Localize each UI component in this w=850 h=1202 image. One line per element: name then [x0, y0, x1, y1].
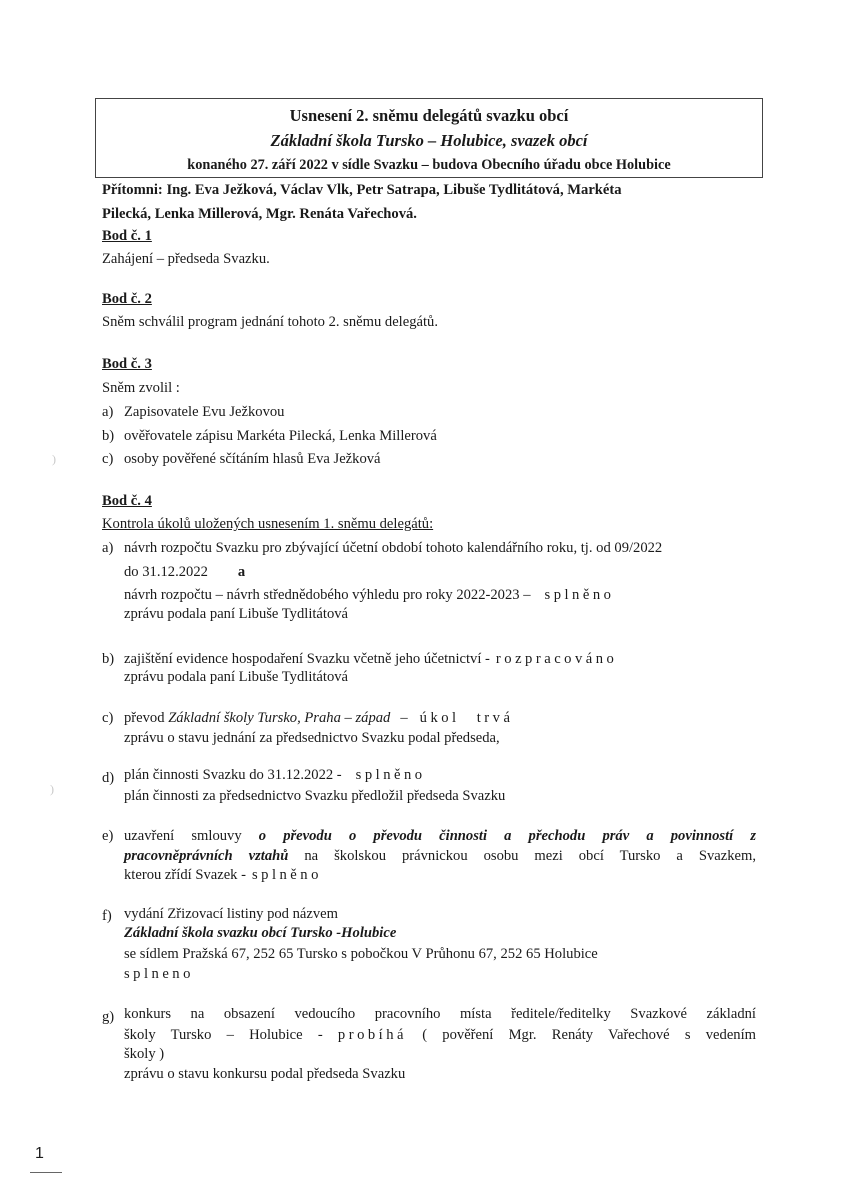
contract-subject: o převodu o převodu činnosti a přechodu práv a povinností z: [258, 828, 756, 844]
document-title: Usnesení 2. sněmu delegátů svazku obcí: [289, 106, 569, 125]
point-4-e-line-1: [124, 828, 756, 846]
item-text: Zapisovatele Evu Ježkovou: [124, 404, 285, 420]
point-4-d-label: d): [102, 770, 115, 786]
meeting-info: konaného 27. září 2022 v sídle Svazku – budova Obecního úřadu obce Holubice: [187, 157, 671, 173]
page-number-underline: [30, 1172, 62, 1173]
school-name: Základní školy Tursko, Praha – západ: [168, 710, 391, 726]
conjunction: a: [237, 564, 246, 580]
point-4-a-line-2: [124, 564, 245, 582]
status-text: splněno: [355, 767, 426, 783]
point-4-a-line-1: návrh rozpočtu Svazku pro zbývající účetní období tohoto kalendářního roku, tj. od 09/2022: [124, 540, 663, 556]
date-text: do 31.12.2022: [124, 564, 208, 580]
point-4-b-line-1: [124, 651, 617, 669]
point-4-f-line-2: Základní škola svazku obcí Tursko -Holubice: [124, 925, 397, 941]
point-4-g-label: g): [102, 1009, 115, 1025]
point-4-f-line-3: se sídlem Pražská 67, 252 65 Tursko s pobočkou V Průhonu 67, 252 65 Holubice: [124, 946, 598, 962]
document-subtitle: Základní škola Tursko – Holubice, svazek obcí: [270, 131, 588, 150]
point-4-a-line-4: zprávu podala paní Libuše Tydlitátová: [124, 606, 349, 622]
point-4-g-line-4: zprávu o stavu konkursu podal předseda Svazku: [124, 1066, 406, 1082]
point-4-e-line-3: [124, 867, 322, 885]
attendance-line-1: Přítomni: Ing. Eva Ježková, Václav Vlk, Petr Satrapa, Libuše Tydlitátová, Markéta: [102, 182, 622, 198]
point-4-f-line-1: vydání Zřizovací listiny pod názvem: [124, 906, 338, 922]
point-4-b-line-2: zprávu podala paní Libuše Tydlitátová: [124, 669, 349, 685]
point-3-item-a: [102, 404, 284, 422]
point-4-f-status: splneno: [124, 966, 194, 982]
status-text: splněno: [544, 587, 615, 603]
line-text: převod: [124, 710, 165, 726]
point-4-e-label: e): [102, 828, 114, 844]
item-label: b): [102, 428, 115, 444]
point-4-g-line-1: konkurs na obsazení vedoucího pracovního místa ředitele/ředitelky Svazkové základní: [124, 1006, 756, 1022]
point-1-heading: Bod č. 1: [102, 228, 152, 244]
attendance-line-2: Pilecká, Lenka Millerová, Mgr. Renáta Vařechová.: [102, 206, 417, 222]
point-3-heading: Bod č. 3: [102, 356, 152, 372]
status-text: úkol trvá: [419, 710, 514, 726]
status-text: probíhá: [337, 1027, 408, 1043]
point-4-f-label: f): [102, 908, 112, 924]
point-3-intro: Sněm zvolil :: [102, 380, 180, 396]
point-4-heading: Bod č. 4: [102, 493, 152, 509]
line-text: uzavření smlouvy: [124, 828, 242, 844]
point-2-text: Sněm schválil program jednání tohoto 2. sněmu delegátů.: [102, 314, 438, 330]
point-4-e-line-2: [124, 848, 756, 866]
point-2-heading: Bod č. 2: [102, 291, 152, 307]
item-text: osoby pověřené sčítáním hlasů Eva Ježková: [124, 451, 381, 467]
dash: –: [400, 710, 408, 726]
point-4-d-line-1: [124, 767, 426, 785]
point-4-g-line-2: [124, 1027, 756, 1045]
scan-mark: ): [52, 452, 56, 466]
line-text: ( pověření Mgr. Renáty Vařechové s vedením: [422, 1027, 756, 1043]
line-text: na školskou právnickou osobu mezi obcí Tursko a Svazkem,: [304, 848, 756, 864]
point-1-text: Zahájení – předseda Svazku.: [102, 251, 270, 267]
page-number: 1: [35, 1145, 44, 1162]
scan-mark: ): [50, 782, 54, 796]
point-4-subheading: Kontrola úkolů uložených usnesením 1. sněmu delegátů:: [102, 516, 434, 532]
contract-subject-cont: pracovněprávních vztahů: [124, 848, 289, 864]
status-text: rozpracováno: [495, 651, 618, 667]
status-text: splněno: [251, 867, 322, 883]
point-4-g-line-3: školy ): [124, 1046, 165, 1062]
point-4-b-label: b): [102, 651, 115, 667]
point-4-a-label: a): [102, 540, 114, 556]
line-text: plán činnosti Svazku do 31.12.2022 -: [124, 767, 342, 783]
item-text: ověřovatele zápisu Markéta Pilecká, Lenka Millerová: [124, 428, 437, 444]
line-text: návrh rozpočtu – návrh střednědobého výhledu pro roky 2022-2023 –: [124, 587, 531, 603]
point-3-item-c: [102, 451, 381, 469]
point-4-a-line-3: [124, 587, 614, 605]
line-text: školy Tursko – Holubice -: [124, 1027, 323, 1043]
point-4-c-line-2: zprávu o stavu jednání za předsednictvo Svazku podal předseda,: [124, 730, 500, 746]
line-text: zajištění evidence hospodaření Svazku včetně jeho účetnictví -: [124, 651, 490, 667]
point-3-item-b: [102, 428, 437, 446]
point-4-c-label: c): [102, 710, 114, 726]
line-text: kterou zřídí Svazek -: [124, 867, 246, 883]
point-4-d-line-2: plán činnosti za předsednictvo Svazku předložil předseda Svazku: [124, 788, 506, 804]
point-4-c-line-1: [124, 710, 513, 728]
item-label: a): [102, 404, 114, 420]
item-label: c): [102, 451, 114, 467]
